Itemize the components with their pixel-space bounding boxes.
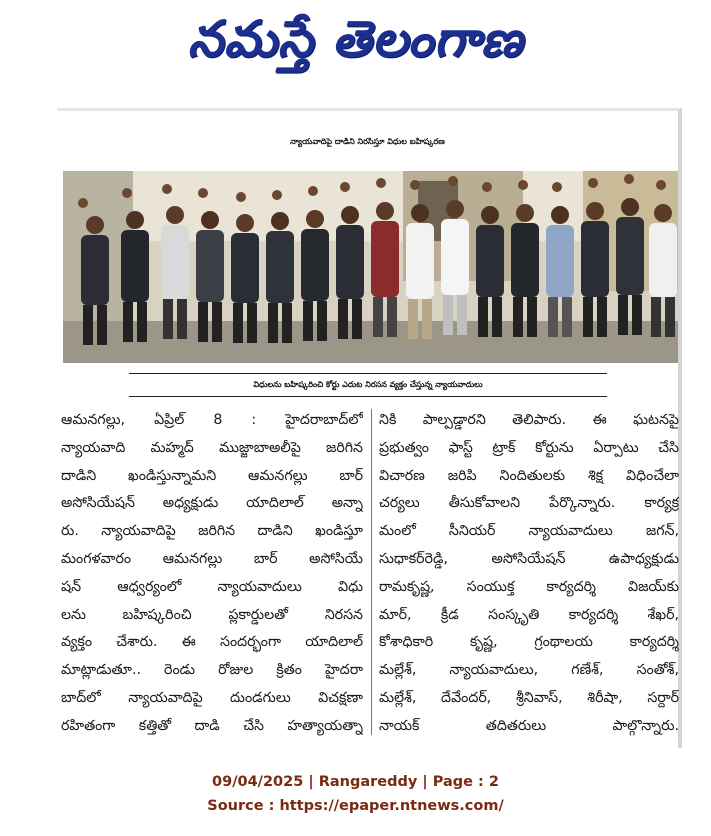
article-headline: న్యాయవాదిపై దాడిని నిరసిస్తూ విధుల బహిష్కరణ: [290, 136, 445, 146]
body-line: బాద్‌లో న్యాయవాదిపై దుండగులు విచక్షణా: [61, 689, 363, 706]
photo-caption: విధులను బహిష్కరించి కోర్టు ఎదుట నిరసన వ్యక్తం చేస్తున్న న్యాయవాదులు: [129, 373, 607, 397]
body-line: నాయక్ తదితరులు పాల్గొన్నారు.: [379, 717, 679, 734]
protest-photo-illustration: [63, 171, 678, 363]
source-link[interactable]: Source : https://epaper.ntnews.com/: [207, 798, 504, 814]
body-line: రామకృష్ణ, సంయుక్త కార్యదర్శి విజయ్‌కు: [379, 578, 679, 595]
article-column-right: [379, 407, 679, 743]
body-line: మల్లేశ్, దేవేందర్, శ్రీనివాస్, శిరీషా, సర్దార్: [379, 689, 679, 706]
body-line: మాట్లాడుతూ.. రెండు రోజుల క్రితం హైదరా: [61, 662, 363, 679]
article-photo: [63, 171, 678, 363]
body-line: కోశాధికారి కృష్ణ, గ్రంథాలయ కార్యదర్శి: [379, 634, 679, 651]
body-line: విచారణ జరిపి నిందితులకు శిక్ష విధించేలా: [379, 467, 679, 484]
body-line: వ్యక్తం చేశారు. ఈ సందర్భంగా యాదిలాల్: [61, 634, 363, 651]
body-line: లను బహిష్కరించి ప్లకార్డులతో నిరసన: [61, 606, 363, 623]
body-line: నికి పాల్పడ్డారని తెలిపారు. ఈ ఘటనపై: [379, 412, 679, 428]
body-line: మార్, క్రీడ సంస్కృతి కార్యదర్శి శేఖర్,: [379, 606, 679, 623]
body-line: మంగళవారం ఆమనగల్లు బార్ అసోసియే: [61, 550, 363, 567]
page-footer: [0, 770, 711, 818]
body-line: మంలో సీనియర్ న్యాయవాదులు జగన్,: [379, 523, 679, 540]
column-divider: [371, 409, 372, 735]
body-line: చర్యలు తీసుకోవాలని పేర్కొన్నారు. కార్యక్ర: [379, 495, 679, 512]
body-line: దాడిని ఖండిస్తున్నామని ఆమనగల్లు బార్: [61, 467, 363, 484]
body-line: సుధాకర్‌రెడ్డి, అసోసియేషన్ ఉపాధ్యక్షుడు: [379, 550, 679, 567]
masthead: [0, 0, 711, 90]
article-column-left: [61, 407, 363, 743]
news-clipping: [57, 108, 682, 748]
body-line: రు. న్యాయవాదిపై జరిగిన దాడిని ఖండిస్తూ: [61, 523, 363, 540]
body-line: రహితంగా కత్తితో దాడి చేసి హత్యాయత్నా: [61, 717, 363, 734]
body-line: న్యాయవాది మహ్మద్ ముజ్జాబాఅలీపై జరిగిన: [61, 439, 363, 456]
body-line: మల్లేశ్, న్యాయవాదులు, గణేశ్, సంతోశ్,: [379, 662, 679, 679]
body-line: అసోసియేషన్ అధ్యక్షుడు యాదిలాల్ అన్నా: [61, 495, 363, 512]
body-line: ఆమనగల్లు, ఏప్రిల్ 8 : హైదరాబాద్‌లో: [61, 412, 363, 428]
edition-info: 09/04/2025 | Rangareddy | Page : 2: [212, 774, 499, 790]
newspaper-logo: నమస్తే తెలంగాణ: [187, 9, 524, 68]
body-line: షన్ ఆధ్వర్యంలో న్యాయవాదులు విధు: [61, 578, 363, 595]
body-line: ప్రభుత్వం ఫాస్ట్ ట్రాక్ కోర్టును ఏర్పాటు చేసి: [379, 439, 679, 456]
article-body: [61, 407, 678, 747]
